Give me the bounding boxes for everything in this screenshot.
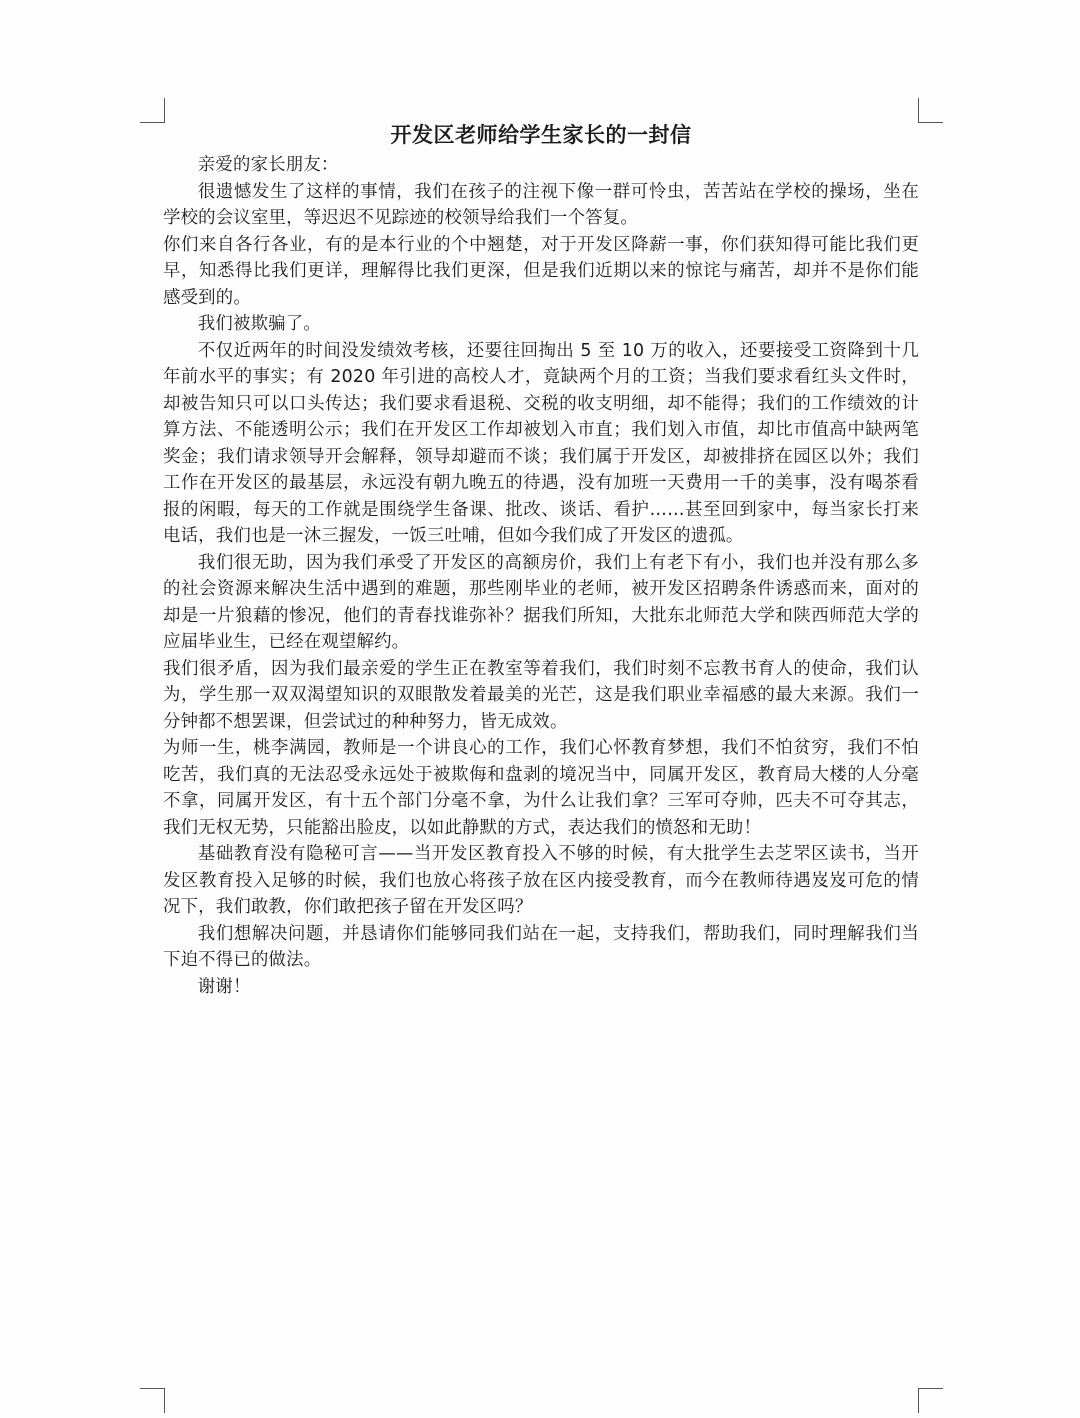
- paragraph-teaching-life: 为师一生，桃李满园，教师是一个讲良心的工作，我们心怀教育梦想，我们不怕贫穷，我们不怕吃苦，我们真的无法忍受永远处于被欺侮和盘剥的境况当中，同属开发区，教育局大楼的人分毫不拿，同属开发区，有十五个部门分毫不拿，为什么让我们拿？三军可夺帅，匹夫不可夺其志，我们无权无势，只能豁出脸皮，以如此静默的方式，表达我们的愤怒和无助！: [163, 738, 919, 838]
- paragraph-parents: 你们来自各行各业，有的是本行业的个中翘楚，对于开发区降薪一事，你们获知得可能比我们更早，知悉得比我们更详，理解得比我们更深，但是我们近期以来的惊诧与痛苦，却并不是你们能感受到的。: [163, 234, 919, 308]
- page-corner-mark-top-left: [140, 98, 165, 123]
- salutation: 亲爱的家长朋友：: [197, 155, 339, 175]
- letter-title: 开发区老师给学生家长的一封信: [390, 123, 692, 147]
- paragraph-helpless: 我们很无助，因为我们承受了开发区的高额房价，我们上有老下有小，我们也并没有那么多的社会资源来解决生活中遇到的难题，那些刚毕业的老师，被开发区招聘条件诱惑而来，面对的却是一片狼藉的惨况，他们的青春找谁弥补？据我们所知，大批东北师范大学和陕西师范大学的应届毕业生，已经在观望解约。: [163, 552, 919, 652]
- paragraph-opening: 很遗憾发生了这样的事情，我们在孩子的注视下像一群可怜虫，苦苦站在学校的操场，坐在学校的会议室里，等迟迟不见踪迹的校领导给我们一个答复。: [163, 181, 919, 228]
- letter-body: [163, 120, 919, 1000]
- paragraph-basic-education: 基础教育没有隐秘可言——当开发区教育投入不够的时候，有大批学生去芝罘区读书，当开发区教育投入足够的时候，我们也放心将孩子放在区内接受教育，而今在教师待遇岌岌可危的情况下，我们敢教，你们敢把孩子留在开发区吗？: [163, 844, 919, 917]
- paragraph-conflicted: 我们很矛盾，因为我们最亲爱的学生正在教室等着我们，我们时刻不忘教书育人的使命，我们认为，学生那一双双渴望知识的双眼散发着最美的光芒，这是我们职业幸福感的最大来源。我们一分钟都不想罢课，但尝试过的种种努力，皆无成效。: [163, 658, 919, 732]
- paragraph-deceived: 我们被欺骗了。: [197, 314, 321, 334]
- page-corner-mark-top-right: [918, 98, 943, 123]
- closing-thanks: 谢谢！: [197, 976, 251, 997]
- page-corner-mark-bottom-right: [918, 1388, 943, 1413]
- page-corner-mark-bottom-left: [140, 1388, 165, 1413]
- paragraph-grievances: 不仅近两年的时间没发绩效考核，还要往回掏出 5 至 10 万的收入，还要接受工资降到十几年前水平的事实；有 2020 年引进的高校人才，竟缺两个月的工资；当我们要求看红头文件时，却被告知只可以口头传达；我们要求看退税、交税的收支明细，却不能得；我们的工作绩效的计算方法、不能透明公示；我们在开发区工作却被划入市直；我们划入市值，却比市值高中缺两笔奖金；我们请求领导开会解释，领导却避而不谈；我们属于开发区，却被排挤在园区以外；我们工作在开发区的最基层，永远没有朝九晚五的待遇，没有加班一天费用一千的美事，没有喝茶看报的闲暇，每天的工作就是围绕学生备课、批改、谈话、看护……甚至回到家中，每当家长打来电话，我们也是一沐三握发，一饭三吐哺，但如今我们成了开发区的遗孤。: [163, 340, 919, 546]
- paragraph-request: 我们想解决问题，并恳请你们能够同我们站在一起，支持我们，帮助我们，同时理解我们当下迫不得已的做法。: [163, 923, 919, 970]
